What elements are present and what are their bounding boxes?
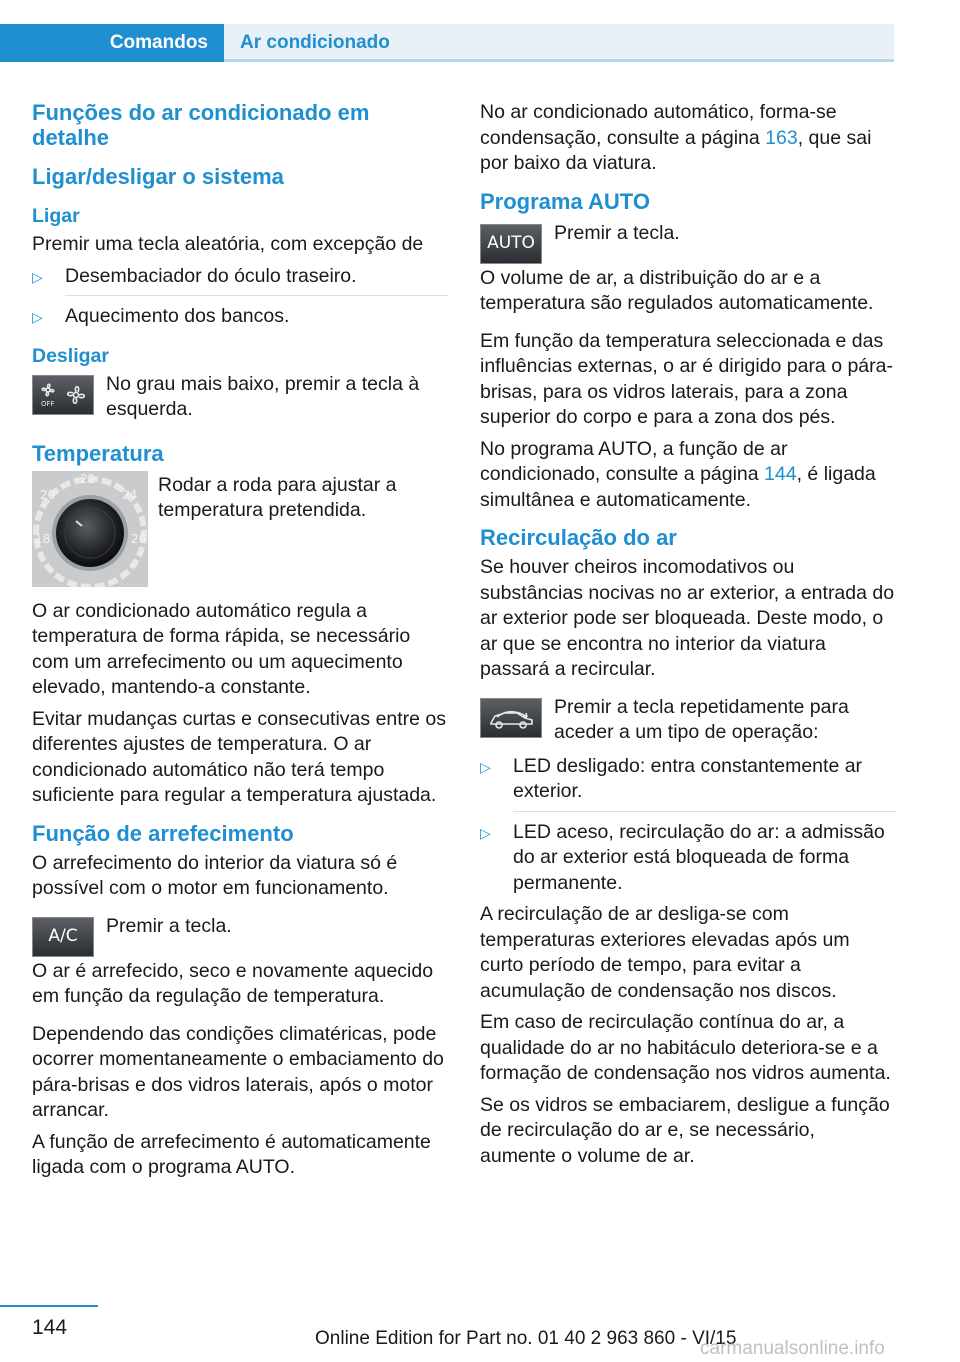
dial-label: 24 xyxy=(122,487,138,502)
desligar-text: No grau mais baixo, premir a tecla à esquerda. xyxy=(106,372,420,420)
section-title: Funções do ar condicionado em detalhe xyxy=(32,100,370,150)
ligar-list xyxy=(32,264,448,330)
fan-off-icon xyxy=(34,378,92,412)
fan-off-key-icon xyxy=(32,375,94,415)
cooling-heading: Função de arrefecimento xyxy=(32,820,294,846)
recirculation-text: Premir a tecla repetidamente para aceder a um tipo de operação: xyxy=(554,695,849,743)
temperature-text: Rodar a roda para ajustar a temperatura pretendida. xyxy=(158,473,397,521)
page-link[interactable]: 144 xyxy=(764,463,797,485)
triangle-bullet-icon: ▷ xyxy=(480,758,491,775)
dial-label: 26 xyxy=(131,531,147,546)
ligar-text: Premir uma tecla aleatória, com excepção de xyxy=(32,233,424,255)
edition-text: Online Edition for Part no. 01 40 2 963 860 - VI/15 xyxy=(315,1328,737,1349)
list-item: ▷ LED aceso, recirculação do ar: a admissão do ar exterior está bloqueada de forma permanente. xyxy=(480,820,885,894)
tab-ar-condicionado[interactable]: Ar condicionado xyxy=(224,24,894,62)
ligar-heading: Ligar xyxy=(32,205,80,227)
header-rule xyxy=(224,59,894,62)
page-header xyxy=(0,24,894,62)
triangle-bullet-icon: ▷ xyxy=(32,268,43,285)
paragraph: No ar condicionado automático, forma-se condensação, consulte a página 163, que sai por baixo da viatura. xyxy=(480,101,872,174)
recirculation-row xyxy=(480,695,896,746)
list-item: ▷ Aquecimento dos bancos. xyxy=(32,305,290,327)
ac-text: Premir a tecla. xyxy=(106,914,232,937)
temperature-row xyxy=(32,471,448,587)
paragraph: A função de arrefecimento é automaticamente ligada com o programa AUTO. xyxy=(32,1130,431,1178)
recirculation-heading: Recirculação do ar xyxy=(480,525,677,550)
desligar-row xyxy=(32,372,448,423)
paragraph: Evitar mudanças curtas e consecutivas entre os diferentes ajustes de temperatura. O ar condicionado automático não terá tempo suficiente para regular a temperatura ajustada. xyxy=(32,707,447,806)
right-column xyxy=(480,100,896,1175)
paragraph: Em caso de recirculação contínua do ar, a qualidade do ar no habitáculo deteriora-se e a formação de condensação nos vidros aumenta. xyxy=(480,1011,891,1084)
recirculation-list xyxy=(480,754,896,897)
svg-text:OFF: OFF xyxy=(41,399,55,408)
auto-text: Premir a tecla. xyxy=(554,221,680,244)
paragraph: O arrefecimento do interior da viatura só é possível com o motor em funcionamento. xyxy=(32,851,398,899)
paragraph: Dependendo das condições climatéricas, pode ocorrer momentaneamente o embaciamento do pára-brisas e dos vidros laterais, após o motor arrancar. xyxy=(32,1022,444,1121)
paragraph: O ar condicionado automático regula a temperatura de forma rápida, se necessário com um arrefecimento ou um aquecimento elevado, mantendo-a constante. xyxy=(32,599,411,698)
paragraph: Em função da temperatura seleccionada e das influências externas, o ar é dirigido para o pára-brisas, para os vidros laterais, para a zona superior do corpo e para a zona dos pés. xyxy=(480,329,893,428)
system-heading: Ligar/desligar o sistema xyxy=(32,164,284,189)
dial-label: 22 xyxy=(80,471,96,486)
paragraph: Se houver cheiros incomodativos ou substâncias nocivas no ar exterior, a entrada do ar exterior pode ser bloqueada. Deste modo, o ar que se encontra no interior da viatura passará a recircular. xyxy=(480,556,895,680)
car-recirculation-icon xyxy=(480,698,542,738)
divider xyxy=(513,811,896,812)
list-item: ▷ LED desligado: entra constantemente ar exterior. xyxy=(480,754,896,812)
auto-key-icon: AUTO xyxy=(480,224,542,264)
desligar-heading: Desligar xyxy=(32,344,109,367)
paragraph: No programa AUTO, a função de ar condicionado, consulte a página 144, é ligada simultânea e automaticamente. xyxy=(480,437,876,511)
dial-label: 18 xyxy=(35,531,51,546)
left-column xyxy=(32,100,448,1187)
paragraph: Se os vidros se embaciarem, desligue a função de recirculação do ar e, se necessário, aumente o volume de ar. xyxy=(480,1093,890,1167)
paragraph: O volume de ar, a distribuição do ar e a temperatura são regulados automaticamente. xyxy=(480,266,874,314)
watermark: carmanualsonline.info xyxy=(700,1338,885,1359)
page-number: 144 xyxy=(32,1316,68,1339)
temperature-heading: Temperatura xyxy=(32,440,164,466)
auto-heading: Programa AUTO xyxy=(480,188,650,214)
dial-label: 20 xyxy=(40,487,56,502)
ac-key-icon: A/C xyxy=(32,917,94,957)
paragraph: A recirculação de ar desliga-se com temperaturas exteriores elevadas após um curto período de tempo, para evitar a acumulação de condensação nos discos. xyxy=(480,903,850,1002)
tab-comandos[interactable]: Comandos xyxy=(0,24,224,62)
auto-row xyxy=(480,221,896,264)
triangle-bullet-icon: ▷ xyxy=(480,824,491,841)
temperature-dial-icon xyxy=(32,471,148,587)
triangle-bullet-icon: ▷ xyxy=(32,309,43,325)
paragraph: O ar é arrefecido, seco e novamente aquecido em função da regulação de temperatura. xyxy=(32,959,434,1007)
ac-row xyxy=(32,914,448,957)
page-link[interactable]: 163 xyxy=(765,126,798,149)
list-item: ▷ Desembaciador do óculo traseiro. xyxy=(32,264,448,297)
footer-rule xyxy=(0,1305,98,1307)
divider xyxy=(65,295,448,296)
